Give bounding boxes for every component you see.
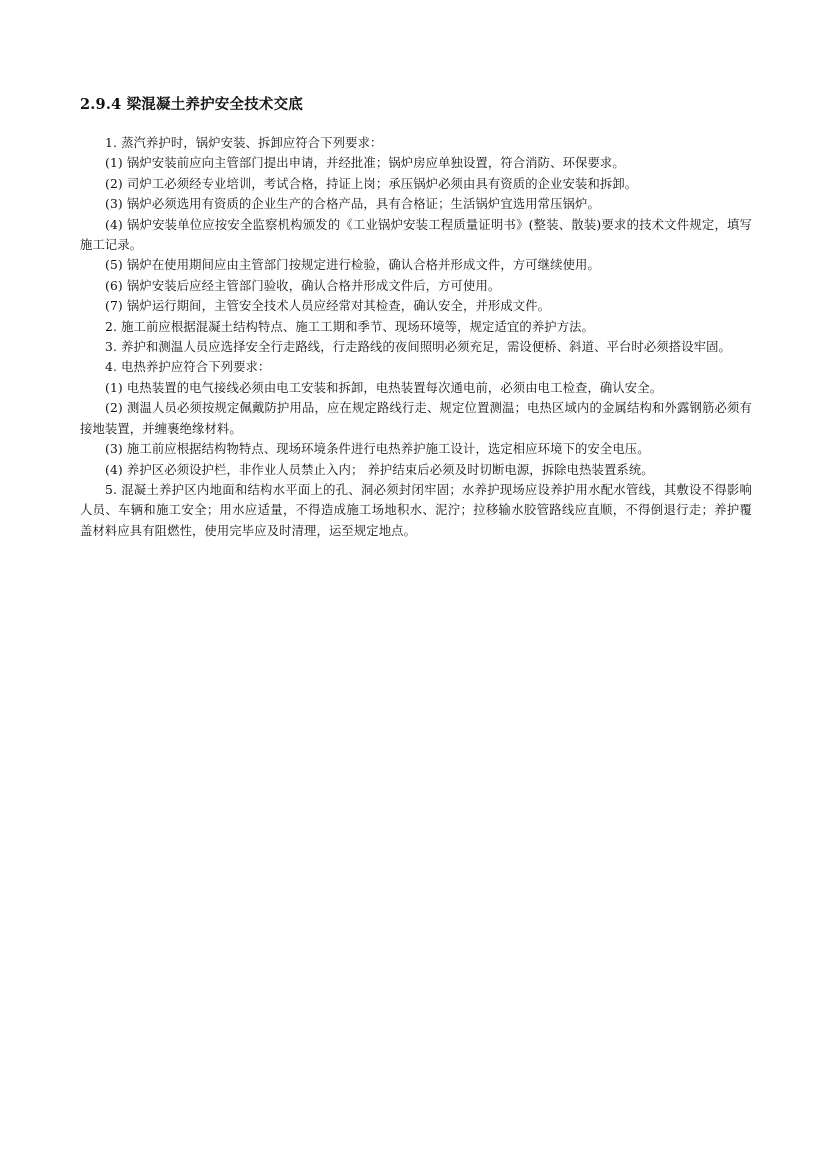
paragraph-1-7: (7) 锅炉运行期间，主管安全技术人员应经常对其检查，确认安全，并形成文件。 bbox=[105, 299, 551, 314]
paragraph-4-2: (2) 测温人员必须按规定佩戴防护用品，应在规定路线行走、规定位置测温；电热区域内的金属结构和外露钢筋必须有接地装置，并缠裹绝缘材料。 bbox=[80, 401, 752, 436]
paragraph-1-3: (3) 锅炉必须选用有资质的企业生产的合格产品，具有合格证；生活锅炉宜选用常压锅炉。 bbox=[105, 197, 600, 212]
paragraph-3: 3. 养护和测温人员应选择安全行走路线，行走路线的夜间照明必须充足，需设便桥、斜道、平台时必须搭设牢固。 bbox=[105, 340, 731, 355]
section-heading: 2.9.4 梁混凝土养护安全技术交底 bbox=[80, 96, 304, 113]
paragraph-1-4: (4) 锅炉安装单位应按安全监察机构颁发的《工业锅炉安装工程质量证明书》(整装、散装)要求的技术文件规定，填写施工记录。 bbox=[80, 217, 752, 253]
paragraph-1-5: (5) 锅炉在使用期间应由主管部门按规定进行检验，确认合格并形成文件，方可继续使用。 bbox=[105, 258, 600, 273]
paragraph-1-1: (1) 锅炉安装前应向主管部门提出申请，并经批准；锅炉房应单独设置，符合消防、环保要求。 bbox=[105, 156, 625, 171]
paragraph-4-3: (3) 施工前应根据结构物特点、现场环境条件进行电热养护施工设计，选定相应环境下的安全电压。 bbox=[105, 442, 650, 457]
paragraph-4-4: (4) 养护区必须设护栏，非作业人员禁止入内； 养护结束后必须及时切断电源，拆除电热装置系统。 bbox=[105, 462, 654, 477]
paragraph-4: 4. 电热养护应符合下列要求： bbox=[105, 360, 271, 375]
paragraph-1-6: (6) 锅炉安装后应经主管部门验收，确认合格并形成文件后，方可使用。 bbox=[105, 278, 501, 293]
paragraph-1-2: (2) 司炉工必须经专业培训，考试合格，持证上岗；承压锅炉必须由具有资质的企业安装和拆卸。 bbox=[105, 176, 638, 191]
paragraph-2: 2. 施工前应根据混凝土结构特点、施工工期和季节、现场环境等，规定适宜的养护方法。 bbox=[105, 319, 595, 334]
paragraph-4-1: (1) 电热装置的电气接线必须由电工安装和拆卸，电热装置每次通电前，必须由电工检查，确认安全。 bbox=[105, 380, 663, 395]
paragraph-1: 1. 蒸汽养护时，锅炉安装、拆卸应符合下列要求： bbox=[105, 136, 383, 150]
paragraph-5: 5. 混凝土养护区内地面和结构水平面上的孔、洞必须封闭牢固；水养护现场应设养护用水配水管线，其敷设不得影响人员、车辆和施工安全；用水应适量，不得造成施工场地积水、泥泞；拉移输水胶管路线应直顺，不得倒退行走；养护覆盖材料应具有阻燃性，使用完毕应及时清理，运至规定地点。 bbox=[80, 482, 752, 538]
document-page bbox=[80, 95, 752, 541]
